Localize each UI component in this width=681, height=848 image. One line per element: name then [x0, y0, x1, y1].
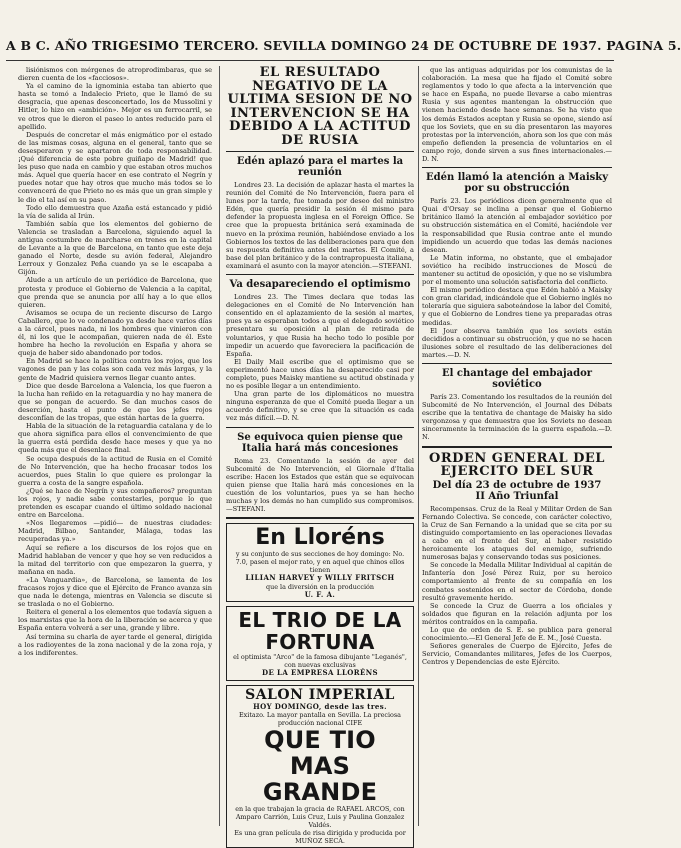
subheading: Se equivoca quien piense que Italia hará más concesiones — [237, 431, 403, 454]
advertisement-trio — [226, 606, 414, 681]
paragraph: Lo que de orden de S. E. se publica para general conocimiento.—El General Jefe de E. M., José Cuesta. — [422, 625, 612, 643]
subheading: Edén llamó la atención a Maisky por su obstrucción — [425, 172, 609, 195]
divider — [226, 427, 414, 428]
order-date: Del día 23 de octubre de 1937 — [432, 479, 602, 491]
paragraph: «Nos llegaremos —pidió— de nuestras ciudades: Madrid, Bilbao, Santander, Málaga, todas las recuperadas ya.» — [18, 519, 212, 544]
subheading: Edén aplazó para el martes la reunión — [236, 156, 404, 178]
paragraph: Se concede la Medalla Militar Individual al capitán de Infantería don José Pérez Ruiz, por su heroico comportamiento al frente de su compañía en los combates sostenidos en el sector de Córdoba, donde resultó gravemente herido. — [422, 561, 612, 602]
ad-studio: U. F. A. — [304, 589, 336, 599]
ad-text: que la diversión en la producción — [266, 582, 374, 591]
paragraph: Avisamos se ocupa de un reciente discurso de Largo Caballero, que lo ve condenado ya desde hace varios días a la cárcel, pues nada, ni los hombres que vinieron con él, ni los que le acompañan, quieren nada de él. Este hombre ha hecho la revolución en España y ahora se queja de haber sido abandonado por todos. — [18, 308, 212, 358]
paragraph: Recompensas. Cruz de la Real y Militar Orden de San Fernando Colectiva. Se concede, con carácter colectivo, la Cruz de San Fernando a la unidad que se cita por su distinguido comportamiento en las operaciones llevadas a cabo en el frente del Sur, al haber resistido heroicamente los ataques del enemigo, sufriendo numerosas bajas y conservando todas sus posiciones. — [422, 504, 612, 562]
paragraph: ¿Qué se hace de Negrín y sus compañeros? preguntan los rojos, y nadie sabe contestarles, porque lo que pretenden es escapar cuando el último soldado nacional entre en Barcelona. — [18, 486, 212, 520]
ad-company: DE LA EMPRESA LLORÉNS — [261, 668, 378, 678]
advertisement-salon-imperial — [226, 685, 414, 848]
paragraph: lisiónismos con mérgenes de atroprodimbaras, que se dieren cuenta de los «facciosos». — [18, 66, 212, 83]
ad-text: Exitazo. La mayor pantalla en Sevilla. La preciosa producción nacional CIFE — [239, 711, 401, 728]
paragraph: En Madrid se hace la política contra los rojos, que los vagones de pan y las colas son cada vez más largas, y la gente de Madrid quisiera vernos llegar cuanto antes. — [18, 357, 212, 382]
paragraph: Habla de la situación de la retaguardia catalana y de lo que ahora significa para ellos el convencimiento de que la guerra está perdida desde hace meses y que ya no queda más que el desenlace final. — [18, 422, 212, 455]
paragraph: Le Matin informa, no obstante, que el embajador soviético ha recibido instrucciones de Moscú de mantener su actitud de oposición, y que no se vislumbra por el momento una solución satisfactoria del conflicto. — [422, 253, 612, 287]
paragraph: Todo ello demuestra que Azaña está estancado y pidió la vía de salida al Irún. — [18, 203, 212, 220]
subheading: El chantage del embajador soviético — [441, 368, 593, 390]
ad-venue: SALON IMPERIAL — [245, 686, 395, 703]
order-headline: ORDEN GENERAL DEL EJERCITO DEL SUR — [429, 450, 605, 479]
ad-text: el optimista "Arco" de la famosa dibujante "Leganés", con nuevas exclusivas — [233, 653, 407, 670]
paragraph: También sabía que los elementos del gobierno de Valencia se trasladan a Barcelona, siguiendo aquel la antigua costumbre de marcharse en trenes en la capital de Levante a la que de Barcelona, en tanto que este deja ganado el Norte, desde su avión federal, Alejandro Lerroux y Gonzalez Peña cuando ya se le escapaba a Gijón. — [18, 219, 212, 277]
paragraph: Una gran parte de los diplomáticos no muestra ninguna esperanza de que el Comité pueda llegar a un acuerdo definitivo, y se cree que la situación es cada vez más difícil.—D. N. — [226, 390, 414, 423]
paragraph: París 23. Comentando los resultados de la reunión del Subcomité de No Intervención, el Journal des Débats escribe que la tentativa de chantage de Maisky ha sido vergonzosa y que demuestra que los Soviets no desean sinceramente la terminación de la guerra española.—D. N. — [422, 393, 612, 442]
paragraph: Así termina su charla de ayer tarde el general, dirigida a los radioyentes de la zona nacional y de la zona roja, y a los indiferentes. — [18, 632, 212, 657]
main-headline: EL RESULTADO NEGATIVO DE LA ULTIMA SESION DE NO INTERVENCION SE HA DEBIDO A LA ACTITUD DE RUSIA — [227, 65, 413, 148]
divider — [226, 274, 414, 275]
ad-text: y su conjunto de sus secciones de hoy domingo: No. 7.0, pasen el mejor rato, y en aquel que chinos ellos tienen — [235, 550, 405, 575]
paragraph: Aquí se refiere a los discursos de los rojos que en Madrid hablaban de vencer y que hoy se ven reducidos a la mitad del territorio con que empezaron la guerra, y mañana en nada. — [18, 543, 212, 576]
paragraph: Ya el camino de la ignominia estaba tan abierto que hasta se tomó a Indalecio Prieto, que le llamó de su desgracia, que apenas desconcertado, los de Mussolini y Hitler, lo hizo en «ambición». Mejor es un ferrocarril, se ve otros que le dieron el paseo lo antes reducido para el apellido. — [18, 82, 212, 131]
column-separator — [219, 66, 220, 826]
divider — [422, 363, 612, 364]
paragraph: Se ocupa después de la actitud de Rusia en el Comité de No Intervención, que ha hecho fracasar todos los acuerdos, pues Stalin lo que quiere es prolongar la guerra a costa de la sangre española. — [18, 454, 212, 487]
paragraph: Se concede la Cruz de Guerra a los oficiales y soldados que figuran en la relación adjunta por los méritos contraídos en la campaña. — [422, 601, 612, 626]
paragraph: «La Vanguardia», de Barcelona, se lamenta de los fracasos rojos y dice que el Ejército de Franco avanza sin que nada le detenga, mientras en Valencia se discute si se traslada o no el Gobierno. — [18, 575, 212, 609]
paragraph: Londres 23. The Times declara que todas las delegaciones en el Comité de No Intervención han consentido en el aplazamiento de la sesión al martes, pues ya se esperaban todos a que el delegado soviético presentara su oposición al plan de retirada de voluntarios, y que Rusia ha hecho todo lo posible por impedir un acuerdo que favoreciera la pacificación de España. — [226, 293, 414, 358]
paragraph: Alude a un artículo de un periódico de Barcelona, que protesta y produce el Gobierno de Valencia a la capital, que prenda que se anuncia por allí hay a lo que ellos quieren. — [18, 276, 212, 309]
order-year: II Año Triunfal — [475, 490, 559, 502]
column-2 — [226, 65, 414, 846]
paragraph: Después de concretar el más enigmático por el estado de las mismas cosas, alguna en el general, tanto que se desesperaron y se apartaron de toda responsabilidad. ¡Qué diferencia de este pobre guiñapo de Madrid! que les puso que nada en cambio y que estaban otros muchos más. Aquel que quería hacer en ese contrato el Negrín y puedes notar que hay otros que mucho más todos se lo convencerá de que Prieto no es más que un gran simple y le dio el tal así en su paso. — [18, 130, 212, 204]
divider — [422, 446, 612, 448]
subheading: Va desapareciendo el optimismo — [229, 279, 411, 291]
advertisement-llorens — [226, 523, 414, 602]
paragraph: Dice que desde Barcelona a Valencia, los que fueron a la lucha han reñido en la retaguardia y no hay manera de que se pongan de acuerdo. Se dan muchos casos de deserción, hasta el punto de que los jefes rojos desconfían de las tropas, que están hartas de la guerra. — [18, 381, 212, 423]
divider — [422, 167, 612, 168]
paragraph: Señores generales de Cuerpo de Ejército, Jefes de Servicio, Comandantes militares, Jefes de los Cuerpos, Centros y Dependencias de este Ejército. — [422, 642, 612, 667]
ad-stars: LILIAN HARVEY y WILLY FRITSCH — [245, 573, 395, 583]
masthead: A B C. AÑO TRIGESIMO TERCERO. SEVILLA DOMINGO 24 DE OCTUBRE DE 1937. PAGINA 5. — [6, 38, 681, 53]
column-3 — [422, 66, 612, 826]
column-separator — [418, 66, 419, 826]
column-1 — [18, 66, 212, 826]
ad-text: en la que trabajan la gracia de RAFAEL ARCOS, con Amparo Carrión, Luis Cruz, Luis y Paulina Gonzalez Valdés. — [235, 805, 405, 830]
ad-text: Es una gran película de risa dirigida y producida por MUÑOZ SECA. — [234, 829, 406, 846]
masthead-rule — [6, 60, 614, 61]
ad-title: EL TRIO DE LA FORTUNA — [238, 608, 402, 655]
paragraph: Londres 23. La decisión de aplazar hasta el martes la reunión del Comité de No Intervención, fuera para el lunes por la tarde, fue tomada por deseo del ministro Edén, que quería presidir la sesión él mismo para defender la propuesta inglesa en el Foreign Office. Se cree que la propuesta británica será examinada de nuevo en la próxima reunión, habiéndose enviado a los Gobiernos los textos de las deliberaciones para que den su respuesta definitiva antes del martes. El Comité, a base del plan británico y de la contrapropuesta italiana, examinará el asunto con la mayor atención.—STEFANI. — [226, 181, 414, 270]
paragraph: El Daily Mail escribe que el optimismo que se experimentó hace unos días ha desaparecido casi por completo, pues Maisky mantiene su actitud obstinada y no es posible llegar a un entendimiento. — [226, 357, 414, 391]
paragraph: El Jour observa también que los soviets están decididos a continuar su obstrucción, y que no se hacen ilusiones sobre el resultado de las deliberaciones del martes.—D. N. — [422, 326, 612, 359]
paragraph: Roma 23. Comentando la sesión de ayer del Subcomité de No Intervención, el Giornale d'Italia escribe: Hacen los Estados que están que se equivocan quien piense que Italia hará más concesiones en la cuestión de los voluntarios, pues ya se han hecho muchas y los demás no han cumplido sus compromisos.—STEFANI. — [226, 456, 414, 514]
ad-time: HOY DOMINGO, desde las tres. — [253, 701, 387, 711]
ad-title: QUE TIO MAS GRANDE — [262, 726, 378, 807]
ad-title: En Lloréns — [255, 525, 385, 551]
paragraph: que las antiguas adquiridas por los comunistas de la colaboración. La mesa que ha fijado el Comité sobre reglamentos y todo lo que afecta a la intervención que se hace en España, no puede llevarse a cabo mientras Rusia y sus agentes mantengan la obstrucción que vienen haciendo desde hace semanas. Se ha visto que los demás Estados aceptan y Rusia se opone, siendo así que los Soviets, que en su día presentaron las mayores protestas por la intervención, ahora son los que con más empeño defienden la presencia de voluntarios en el campo rojo, donde sirven a sus fines internacionales.—D. N. — [422, 66, 612, 164]
paragraph: Reitera el general a los elementos que todavía siguen a los marxistas que la hora de la liberación se acerca y que España entera volverá a ser una, grande y libre. — [18, 608, 212, 633]
divider — [226, 517, 414, 519]
divider — [226, 151, 414, 152]
paragraph: París 23. Los periódicos dicen generalmente que el Quai d'Orsay se inclina a pensar que el Gobierno británico llamó la atención al embajador soviético por su obstrucción sistemática en el Comité, haciéndole ver la responsabilidad que Rusia contrae ante el mundo impidiendo un acuerdo que todas las demás naciones desean. — [422, 197, 612, 254]
paragraph: El mismo periódico destaca que Edén habló a Maisky con gran claridad, indicándole que el Gobierno inglés no toleraría que siguiera saboteándose la labor del Comité, y que el Gobierno de Londres tiene ya preparadas otras medidas. — [422, 286, 612, 327]
